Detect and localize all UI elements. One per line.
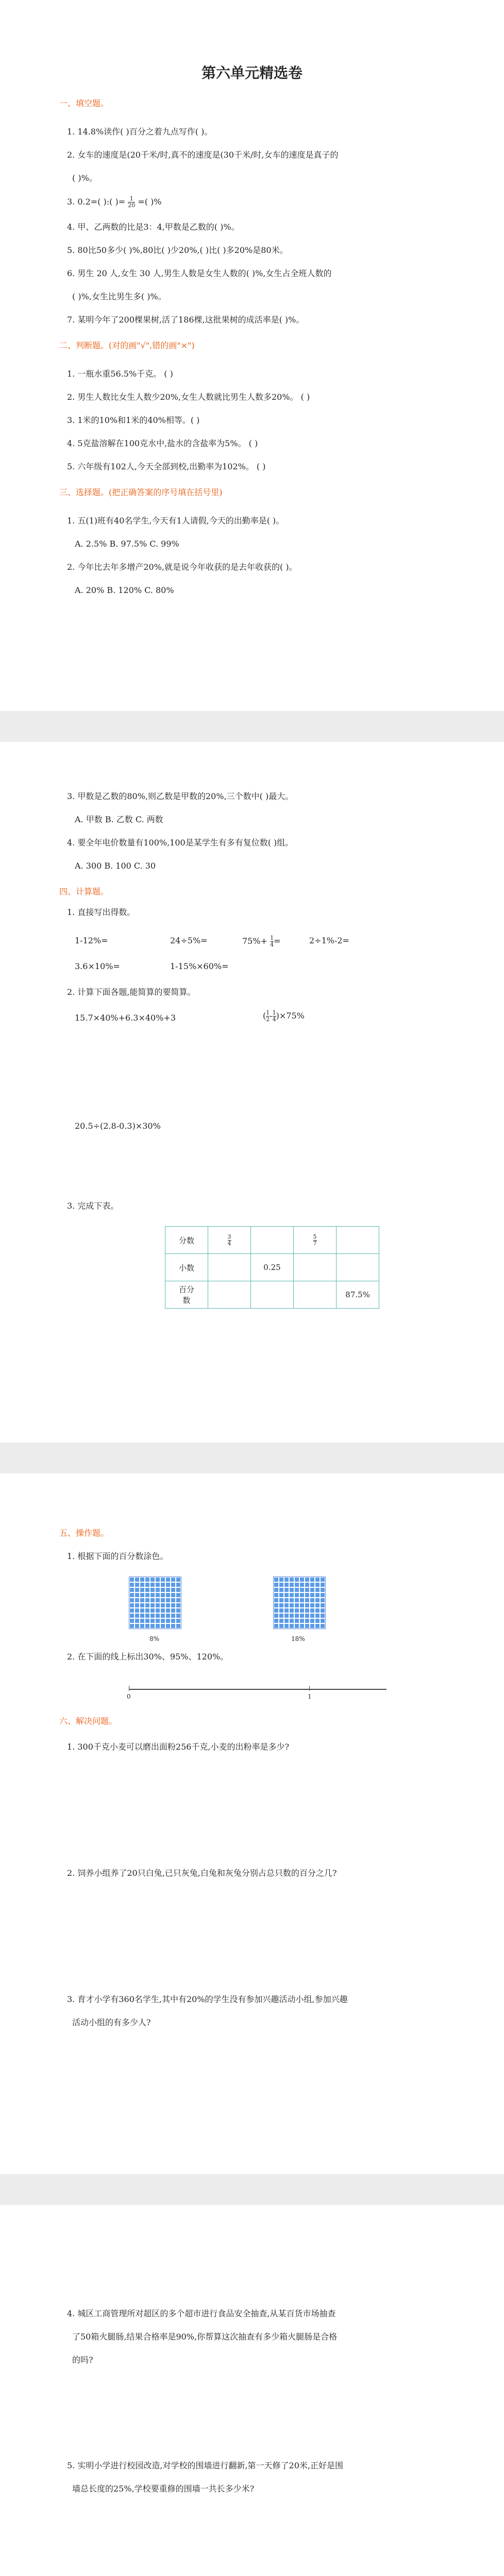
calc-3 [242,935,280,948]
grid-cell[interactable] [145,1582,150,1587]
grid-cell[interactable] [289,1608,294,1613]
grid-cell[interactable] [140,1613,145,1618]
grid-cell[interactable] [274,1577,279,1582]
grid-cell[interactable] [305,1608,310,1613]
calc-9: 20.5÷(2.8-0.3)×30% [75,1121,161,1131]
grid-cell[interactable] [165,1618,171,1623]
table-cell [337,1227,379,1254]
grid-cell[interactable] [320,1582,325,1587]
grid-a-label: 8% [149,1635,160,1642]
grid-cell[interactable] [155,1618,160,1623]
question-6-4-cont: 了50箱火腿肠,结果合格率是90%,你帮算这次抽查有多少箱火腿肠是合格 [72,2332,338,2342]
grid-b-label: 18% [291,1635,305,1642]
question-6-5-cont: 墙总长度的25%,学校要重修的围墙一共长多少米? [72,2484,255,2494]
calc-6: 1-15%×60%= [170,961,229,971]
grid-cell[interactable] [165,1592,171,1598]
grid-cell[interactable] [299,1618,305,1623]
table-row-header: 分数 [165,1227,208,1254]
grid-cell[interactable] [279,1592,284,1598]
question-1-2: 2. 女车的速度是(20千米/时,真不的速度是(30千米/时,女车的速度是真子的 [67,150,339,160]
grid-cell[interactable] [140,1603,145,1608]
grid-cell[interactable] [310,1603,315,1608]
grid-cell[interactable] [279,1618,284,1623]
question-2-3: 3. 1米的10%和1米的40%相等。( ) [67,415,200,425]
grid-cell[interactable] [155,1613,160,1618]
page-1 [0,0,504,711]
section-5-header: 五、操作题。 [59,1528,109,1538]
calc-1: 1-12%= [75,936,108,945]
grid-cell[interactable] [129,1623,135,1629]
grid-cell[interactable] [279,1598,284,1603]
grid-cell[interactable] [171,1623,176,1629]
calc-8-bracket: ( [263,1011,266,1021]
grid-cell[interactable] [165,1598,171,1603]
hundred-grid-b[interactable] [273,1577,326,1629]
grid-cell[interactable] [294,1577,299,1582]
grid-cell[interactable] [160,1608,165,1613]
grid-cell[interactable] [150,1608,155,1613]
grid-cell[interactable] [310,1577,315,1582]
grid-cell[interactable] [176,1587,181,1592]
question-1-4: 4. 甲、乙两数的比是3：4,甲数是乙数的( )%。 [67,222,240,232]
grid-cell[interactable] [140,1582,145,1587]
grid-cell[interactable] [315,1618,320,1623]
grid-cell[interactable] [305,1592,310,1598]
calc-2: 24÷5%= [170,936,208,945]
grid-cell[interactable] [155,1592,160,1598]
grid-cell[interactable] [140,1592,145,1598]
table-cell [251,1227,294,1254]
grid-cell[interactable] [150,1587,155,1592]
grid-cell[interactable] [150,1618,155,1623]
grid-cell[interactable] [176,1608,181,1613]
question-1-6: 6. 男生 20 人,女生 30 人,男生人数是女生人数的( )%,女生占全班人数的 [67,268,332,278]
grid-cell[interactable] [279,1623,284,1629]
grid-cell[interactable] [150,1592,155,1598]
table-cell [337,1254,379,1281]
grid-cell[interactable] [165,1608,171,1613]
grid-cell[interactable] [176,1618,181,1623]
table-cell [208,1254,251,1281]
grid-cell[interactable] [299,1582,305,1587]
grid-cell[interactable] [294,1623,299,1629]
grid-cell[interactable] [305,1598,310,1603]
grid-cell[interactable] [150,1623,155,1629]
question-1-3-text: 3. 0.2=( ):( )= [67,197,126,207]
grid-cell[interactable] [305,1603,310,1608]
grid-cell[interactable] [284,1577,289,1582]
grid-cell[interactable] [305,1582,310,1587]
grid-cell[interactable] [145,1618,150,1623]
question-2-4: 4. 5克盐溶解在100克水中,盐水的含盐率为5%。 ( ) [67,438,258,448]
question-1-1: 1. 14.8%读作( )百分之着九点写作( )。 [67,127,213,137]
grid-cell[interactable] [140,1623,145,1629]
hundred-grid-a[interactable] [129,1577,181,1629]
grid-cell[interactable] [274,1623,279,1629]
conversion-table [165,1226,379,1309]
grid-cell[interactable] [310,1618,315,1623]
grid-cell[interactable] [160,1587,165,1592]
grid-cell[interactable] [299,1613,305,1618]
grid-cell[interactable] [129,1587,135,1592]
grid-cell[interactable] [145,1623,150,1629]
question-3-1-options: A. 2.5% B. 97.5% C. 99% [75,539,179,549]
grid-cell[interactable] [294,1613,299,1618]
table-cell: $\frac{5}{7}$ [294,1227,337,1254]
grid-cell[interactable] [284,1592,289,1598]
grid-cell[interactable] [299,1603,305,1608]
grid-cell[interactable] [145,1587,150,1592]
grid-cell[interactable] [165,1582,171,1587]
grid-cell[interactable] [294,1603,299,1608]
section-6-header: 六、解决问题。 [59,1716,117,1726]
grid-cell[interactable] [145,1603,150,1608]
grid-cell[interactable] [129,1577,135,1582]
grid-cell[interactable] [320,1623,325,1629]
grid-cell[interactable] [155,1577,160,1582]
grid-cell[interactable] [171,1582,176,1587]
grid-cell[interactable] [299,1577,305,1582]
table-row-header [165,1281,208,1309]
grid-cell[interactable] [176,1582,181,1587]
grid-cell[interactable] [320,1618,325,1623]
question-2-5: 5. 六年级有102人,今天全部到校,出勤率为102%。 ( ) [67,462,266,471]
grid-cell[interactable] [289,1623,294,1629]
grid-cell[interactable] [135,1608,140,1613]
grid-cell[interactable] [129,1598,135,1603]
question-3-4: 4. 要全年电价数量有100%,100是某学生有多有复位数( )组。 [67,838,294,848]
grid-cell[interactable] [289,1618,294,1623]
grid-cell[interactable] [294,1598,299,1603]
grid-cell[interactable] [315,1623,320,1629]
question-6-2: 2. 饲养小组养了20只白兔,已只灰兔,白兔和灰兔分别占总只数的百分之几? [67,1868,337,1878]
grid-cell[interactable] [155,1598,160,1603]
grid-cell[interactable] [310,1592,315,1598]
section-4-header: 四、计算题。 [59,887,109,896]
page-3 [0,1473,504,2174]
grid-cell[interactable] [284,1618,289,1623]
question-2-1: 1. 一瓶水重56.5%千克。 ( ) [67,369,173,379]
grid-cell[interactable] [140,1608,145,1613]
grid-cell[interactable] [155,1608,160,1613]
grid-cell[interactable] [176,1613,181,1618]
grid-cell[interactable] [165,1587,171,1592]
fraction-1-4b: $\frac{1}{4}$ [272,1009,276,1023]
grid-cell[interactable] [294,1592,299,1598]
grid-cell[interactable] [284,1603,289,1608]
grid-cell[interactable] [294,1587,299,1592]
grid-cell[interactable] [160,1603,165,1608]
grid-cell[interactable] [135,1582,140,1587]
question-6-4-cont2: 的吗? [72,2355,93,2365]
question-6-4: 4. 城区工商管理所对超区的多个超市进行食品安全抽查,从某百货市场抽查 [67,2309,336,2318]
question-5-2: 2. 在下面的线上标出30%、95%、120%。 [67,1652,229,1662]
grid-cell[interactable] [315,1608,320,1613]
grid-cell[interactable] [150,1582,155,1587]
grid-cell[interactable] [299,1587,305,1592]
question-3-2: 2. 今年比去年多增产20%,就是说今年收获的是去年收获的( )。 [67,562,297,572]
question-1-7: 7. 某明今年了200棵果树,活了186棵,这批果树的成活率是( )%。 [67,315,305,325]
grid-cell[interactable] [171,1592,176,1598]
grid-cell[interactable] [176,1577,181,1582]
grid-cell[interactable] [160,1623,165,1629]
grid-cell[interactable] [135,1587,140,1592]
table-cell [294,1254,337,1281]
grid-cell[interactable] [289,1613,294,1618]
question-1-3 [67,196,162,209]
grid-cell[interactable] [289,1587,294,1592]
grid-cell[interactable] [320,1603,325,1608]
grid-cell[interactable] [165,1623,171,1629]
grid-cell[interactable] [279,1603,284,1608]
section-3-header: 三、选择题。(把正确答案的序号填在括号里) [59,487,223,497]
grid-cell[interactable] [284,1623,289,1629]
grid-cell[interactable] [155,1587,160,1592]
grid-cell[interactable] [150,1603,155,1608]
question-1-3-tail: =( )% [138,197,162,207]
grid-cell[interactable] [129,1582,135,1587]
question-4-1: 1. 直接写出得数。 [67,907,136,917]
grid-cell[interactable] [305,1623,310,1629]
table-cell [294,1281,337,1309]
question-1-5: 5. 80比50多少( )%,80比( )少20%,( )比( )多20%是80米。 [67,245,288,255]
calc-7: 15.7×40%+6.3×40%+3 [75,1013,176,1023]
grid-cell[interactable] [176,1603,181,1608]
grid-cell[interactable] [299,1592,305,1598]
page-gap [0,2174,504,2205]
grid-cell[interactable] [176,1598,181,1603]
grid-cell[interactable] [274,1582,279,1587]
calc-8-minus: - [270,1011,273,1021]
question-6-3-cont: 活动小组的有多少人? [72,2018,151,2027]
table-row-header: 小数 [165,1254,208,1281]
grid-cell[interactable] [315,1603,320,1608]
grid-cell[interactable] [274,1587,279,1592]
grid-cell[interactable] [140,1618,145,1623]
page-gap [0,1443,504,1473]
grid-cell[interactable] [289,1603,294,1608]
calc-8-tail: ×75% [279,1011,305,1021]
grid-cell[interactable] [315,1613,320,1618]
grid-cell[interactable] [284,1582,289,1587]
grid-cell[interactable] [305,1577,310,1582]
section-2-header: 二、判断题。(对的画"√",错的画"×") [59,341,195,350]
grid-cell[interactable] [284,1598,289,1603]
grid-cell[interactable] [310,1582,315,1587]
grid-cell[interactable] [274,1592,279,1598]
grid-cell[interactable] [155,1582,160,1587]
page-4 [0,2205,504,2576]
grid-cell[interactable] [320,1613,325,1618]
page-gap [0,711,504,742]
grid-cell[interactable] [294,1608,299,1613]
grid-cell[interactable] [171,1598,176,1603]
calc-8-close: ) [276,1011,279,1021]
grid-cell[interactable] [160,1598,165,1603]
table-cell: $\frac{3}{4}$ [208,1227,251,1254]
grid-cell[interactable] [171,1603,176,1608]
grid-cell[interactable] [315,1577,320,1582]
grid-cell[interactable] [305,1618,310,1623]
grid-cell[interactable] [299,1623,305,1629]
grid-cell[interactable] [274,1598,279,1603]
question-3-2-options: A. 20% B. 120% C. 80% [75,585,174,595]
grid-cell[interactable] [289,1592,294,1598]
grid-cell[interactable] [150,1598,155,1603]
grid-cell[interactable] [145,1613,150,1618]
grid-cell[interactable] [289,1577,294,1582]
question-2-2: 2. 男生人数比女生人数少20%,女生人数就比男生人数多20%。 ( ) [67,392,310,402]
question-4-2: 2. 计算下面各题,能简算的要简算。 [67,987,196,997]
grid-cell[interactable] [315,1587,320,1592]
question-5-1: 1. 根据下面的百分数涂色。 [67,1551,169,1561]
tick-1 [309,1686,310,1691]
grid-cell[interactable] [320,1577,325,1582]
table-cell: 87.5% [337,1281,379,1309]
grid-cell[interactable] [165,1577,171,1582]
grid-cell[interactable] [160,1618,165,1623]
grid-cell[interactable] [171,1613,176,1618]
grid-cell[interactable] [310,1608,315,1613]
grid-cell[interactable] [160,1613,165,1618]
grid-cell[interactable] [160,1592,165,1598]
grid-cell[interactable] [160,1582,165,1587]
question-6-3: 3. 育才小学有360名学生,其中有20%的学生没有参加兴趣活动小组,参加兴趣 [67,1994,348,2004]
grid-cell[interactable] [274,1618,279,1623]
page-title: 第六单元精选卷 [201,64,303,81]
grid-cell[interactable] [140,1577,145,1582]
page-2 [0,742,504,1443]
grid-cell[interactable] [135,1598,140,1603]
grid-cell[interactable] [315,1592,320,1598]
grid-cell[interactable] [129,1603,135,1608]
grid-cell[interactable] [320,1608,325,1613]
grid-cell[interactable] [140,1587,145,1592]
grid-cell[interactable] [160,1577,165,1582]
calc-4: 2÷1%-2= [309,936,349,945]
grid-cell[interactable] [310,1587,315,1592]
grid-cell[interactable] [129,1608,135,1613]
grid-cell[interactable] [284,1608,289,1613]
tick-1-label: 1 [308,1693,312,1700]
grid-cell[interactable] [171,1587,176,1592]
question-3-4-options: A. 300 B. 100 C. 30 [75,861,156,871]
grid-cell[interactable] [279,1587,284,1592]
calc-3-text: 75%+ [242,936,267,946]
grid-cell[interactable] [150,1613,155,1618]
grid-cell[interactable] [310,1598,315,1603]
grid-cell[interactable] [289,1582,294,1587]
question-6-1: 1. 300千克小麦可以磨出面粉256千克,小麦的出粉率是多少? [67,1742,290,1752]
grid-cell[interactable] [145,1592,150,1598]
grid-cell[interactable] [129,1618,135,1623]
grid-cell[interactable] [274,1613,279,1618]
grid-cell[interactable] [299,1598,305,1603]
table-cell: 0.25 [251,1254,294,1281]
grid-cell[interactable] [171,1608,176,1613]
grid-cell[interactable] [294,1618,299,1623]
calc-3-tail: = [274,936,281,946]
grid-cell[interactable] [320,1598,325,1603]
question-4-3: 3. 完成下表。 [67,1201,119,1211]
grid-cell[interactable] [145,1577,150,1582]
grid-cell[interactable] [145,1608,150,1613]
table-cell [208,1281,251,1309]
section-1-header: 一、填空题。 [59,98,109,108]
fraction-1-20: $\frac{1}{20}$ [128,195,136,209]
grid-cell[interactable] [129,1613,135,1618]
grid-cell[interactable] [320,1592,325,1598]
question-1-2-cont: ( )%。 [72,173,97,183]
question-3-1: 1. 五(1)班有40名学生,今天有1人请假,今天的出勤率是( )。 [67,516,284,526]
grid-cell[interactable] [279,1608,284,1613]
grid-cell[interactable] [155,1623,160,1629]
grid-cell[interactable] [165,1613,171,1618]
grid-cell[interactable] [284,1587,289,1592]
grid-cell[interactable] [310,1613,315,1618]
grid-cell[interactable] [171,1577,176,1582]
grid-cell[interactable] [284,1613,289,1618]
table-cell [251,1281,294,1309]
calc-5: 3.6×10%= [75,961,120,971]
grid-cell[interactable] [274,1608,279,1613]
question-1-6-cont: ( )%,女生比男生多( )%。 [72,292,166,301]
grid-cell[interactable] [145,1598,150,1603]
grid-cell[interactable] [135,1577,140,1582]
grid-cell[interactable] [150,1577,155,1582]
grid-cell[interactable] [135,1613,140,1618]
grid-cell[interactable] [176,1592,181,1598]
grid-cell[interactable] [140,1598,145,1603]
grid-cell[interactable] [279,1577,284,1582]
question-3-3-options: A. 甲数 B. 乙数 C. 两数 [75,815,163,824]
question-6-5: 5. 实明小学进行校园改造,对学校的围墙进行翻新,第一天修了20米,正好是围 [67,2461,343,2470]
grid-cell[interactable] [129,1592,135,1598]
grid-cell[interactable] [176,1623,181,1629]
grid-cell[interactable] [135,1618,140,1623]
question-3-3: 3. 甲数是乙数的80%,则乙数是甲数的20%,三个数中( )最大。 [67,791,294,801]
grid-cell[interactable] [289,1598,294,1603]
calc-8 [263,1010,305,1023]
number-line[interactable] [129,1689,387,1690]
grid-cell[interactable] [310,1623,315,1629]
tick-0-label: 0 [127,1693,131,1700]
fraction-1-2: $\frac{1}{2}$ [266,1009,270,1023]
grid-cell[interactable] [135,1623,140,1629]
grid-cell[interactable] [299,1608,305,1613]
grid-cell[interactable] [315,1598,320,1603]
grid-cell[interactable] [171,1618,176,1623]
grid-cell[interactable] [135,1592,140,1598]
grid-cell[interactable] [294,1582,299,1587]
table-row-header-line1: 百分 [178,1285,194,1294]
grid-cell[interactable] [165,1603,171,1608]
grid-cell[interactable] [305,1587,310,1592]
fraction-1-4: $\frac{1}{4}$ [270,935,274,948]
grid-cell[interactable] [274,1603,279,1608]
grid-cell[interactable] [135,1603,140,1608]
table-row-header-line2: 数 [182,1296,191,1305]
grid-cell[interactable] [305,1613,310,1618]
grid-cell[interactable] [279,1582,284,1587]
grid-cell[interactable] [279,1613,284,1618]
grid-cell[interactable] [320,1587,325,1592]
grid-cell[interactable] [315,1582,320,1587]
grid-cell[interactable] [155,1603,160,1608]
